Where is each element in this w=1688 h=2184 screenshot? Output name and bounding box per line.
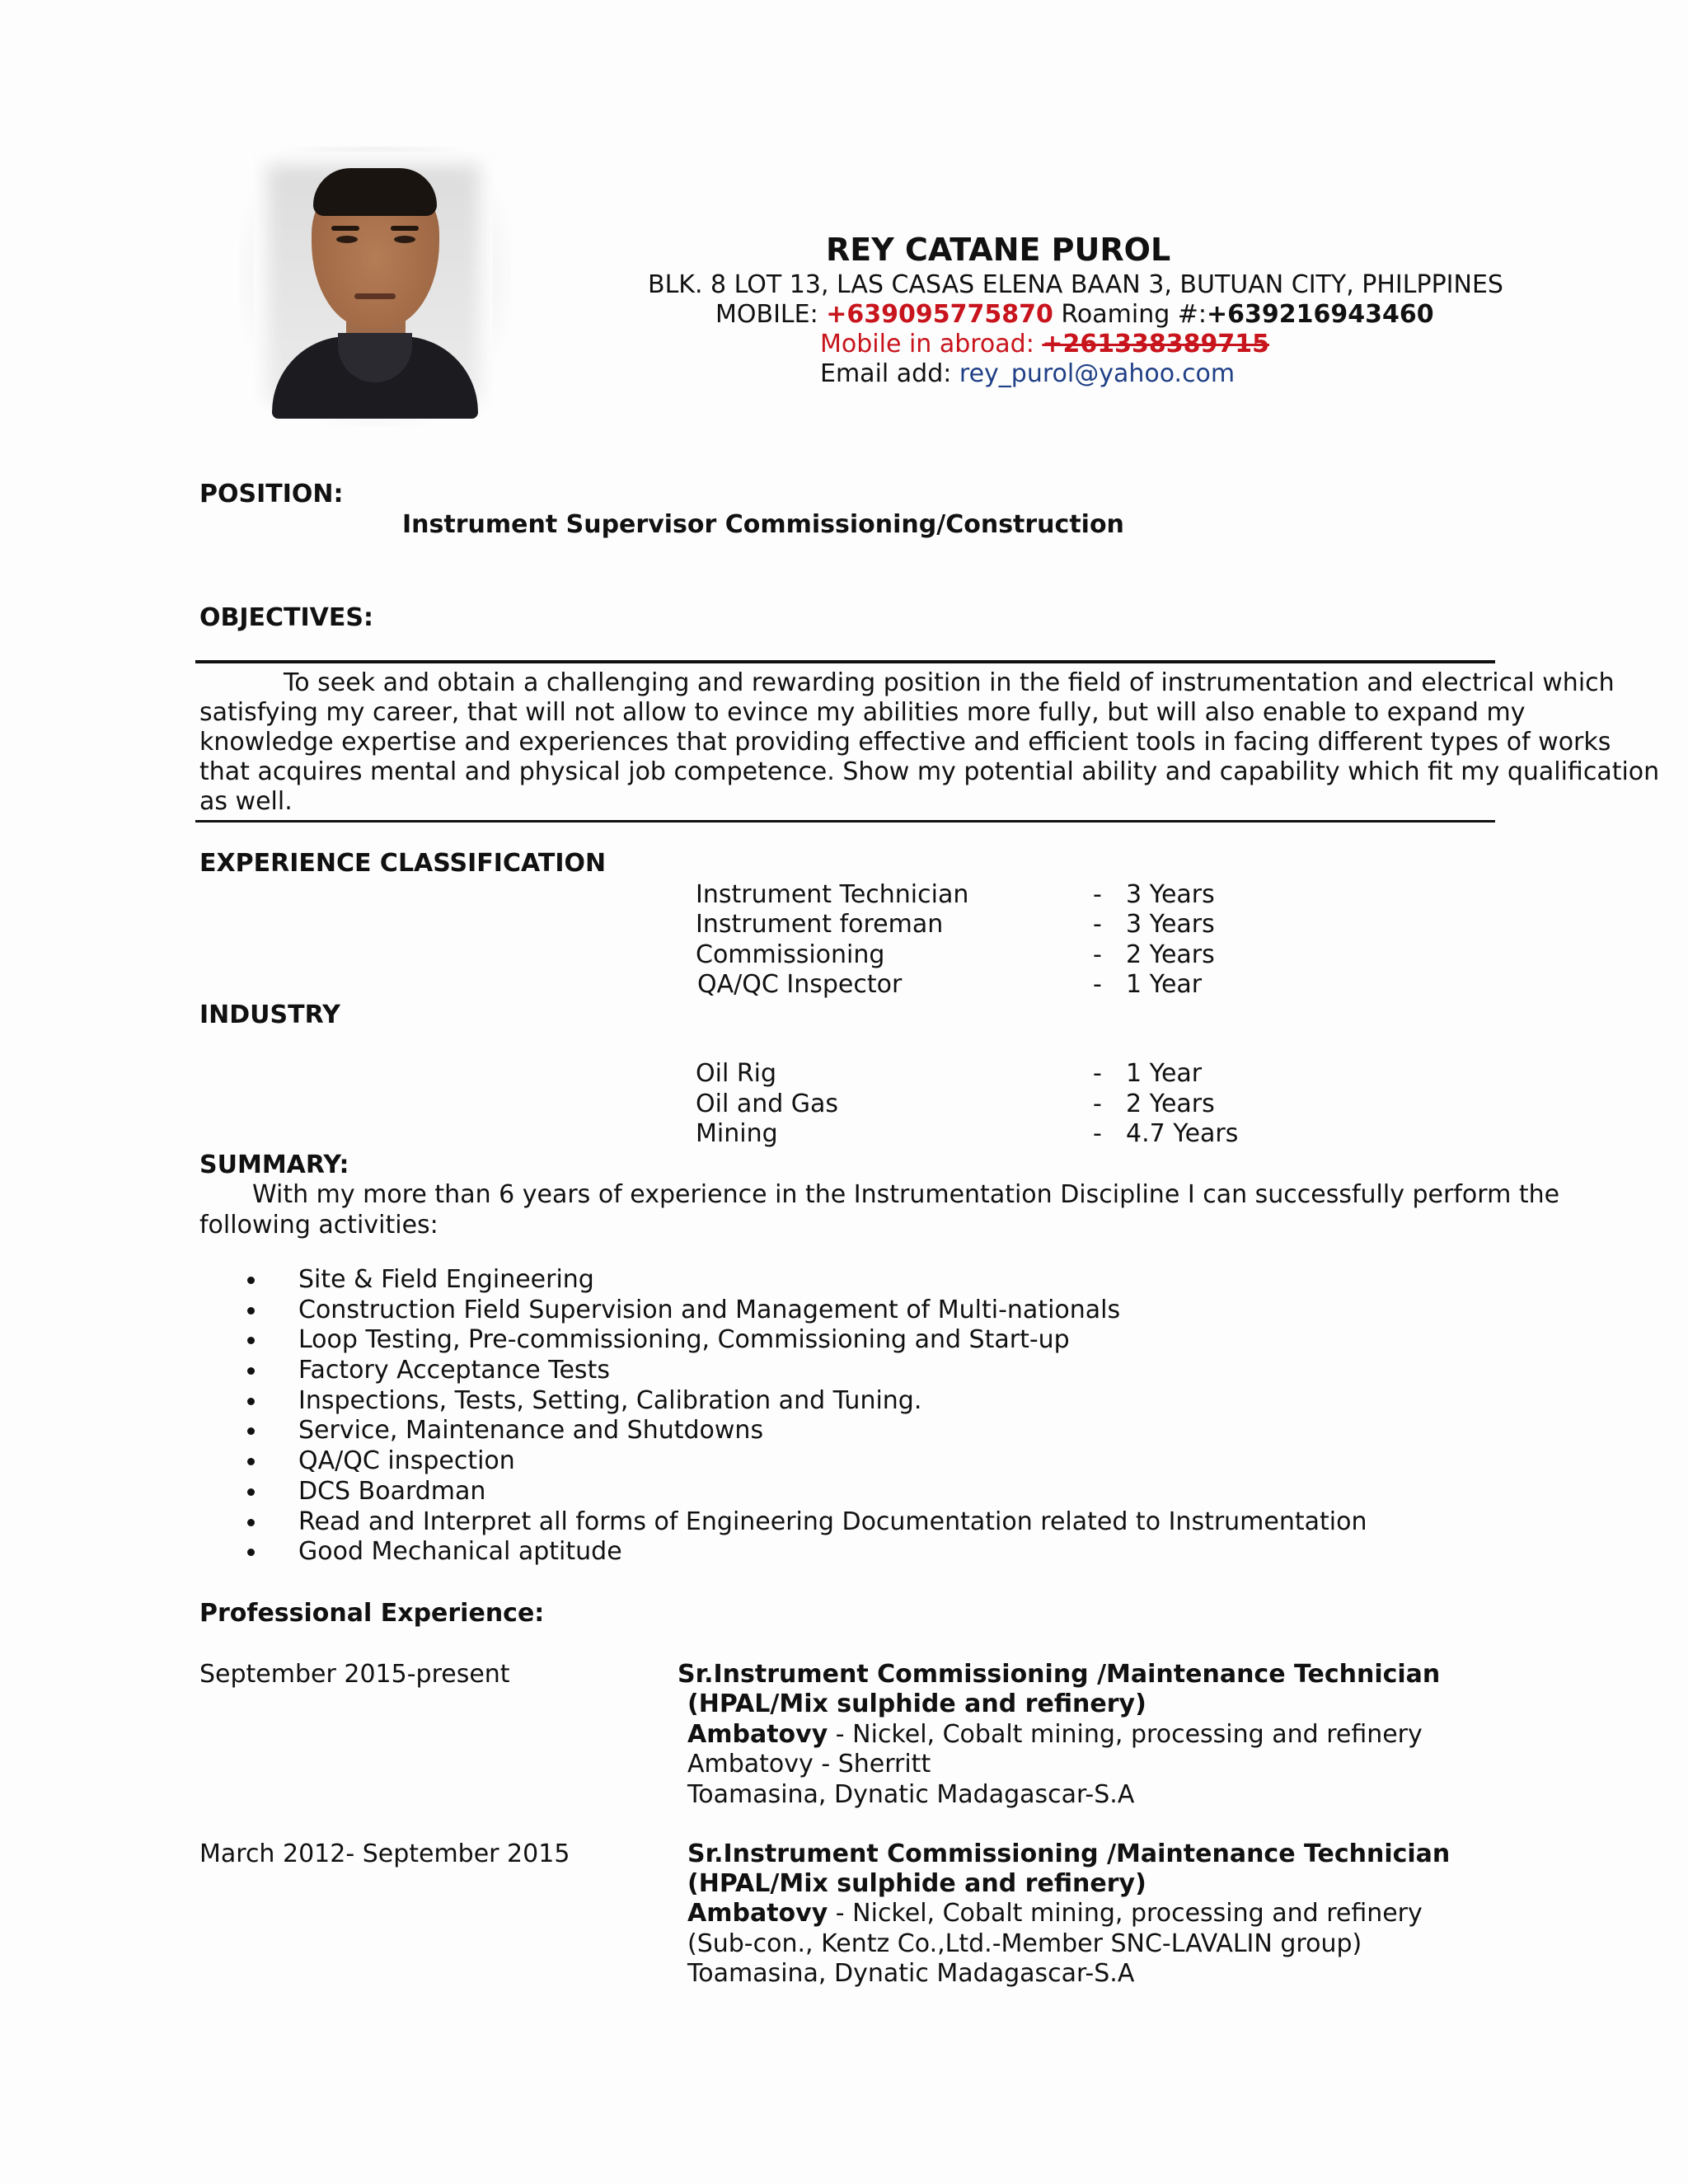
list-item: Good Mechanical aptitude	[247, 1537, 1367, 1568]
list-item: Loop Testing, Pre-commissioning, Commissioning and Start-up	[247, 1325, 1367, 1356]
industry-years: 2 Years	[1126, 1090, 1215, 1118]
experience-dash: -	[1093, 970, 1102, 999]
address: BLK. 8 LOT 13, LAS CASAS ELENA BAAN 3, BUTUAN CITY, PHILPPINES	[648, 270, 1503, 299]
abroad-line	[820, 330, 1269, 359]
roaming-number: +639216943460	[1207, 300, 1434, 329]
summary-line-2: following activities:	[199, 1211, 438, 1240]
objectives-line-1: To seek and obtain a challenging and rewarding position in the field of instrumentation and electrical which	[284, 668, 1615, 697]
job-company: Ambatovy	[687, 1720, 828, 1749]
job-subtitle: (HPAL/Mix sulphide and refinery)	[687, 1869, 1146, 1898]
divider-bottom	[195, 820, 1495, 823]
objectives-line-2: satisfying my career, that will not allow to evince my abilities more fully, but will also enable to expand my	[199, 698, 1526, 727]
list-item: DCS Boardman	[247, 1477, 1367, 1507]
list-item: Inspections, Tests, Setting, Calibration and Tuning.	[247, 1386, 1367, 1417]
industry-name: Oil and Gas	[696, 1090, 839, 1118]
experience-classification-heading: EXPERIENCE CLASSIFICATION	[199, 849, 607, 878]
job-line-3: (Sub-con., Kentz Co.,Ltd.-Member SNC-LAVALIN group)	[687, 1929, 1362, 1958]
summary-line-1: With my more than 6 years of experience in the Instrumentation Discipline I can successfully perform the	[252, 1180, 1560, 1209]
abroad-label: Mobile in abroad:	[820, 330, 1043, 359]
list-item: Site & Field Engineering	[247, 1265, 1367, 1296]
experience-role: Instrument foreman	[696, 910, 944, 939]
job-company-desc: - Nickel, Cobalt mining, processing and refinery	[828, 1899, 1423, 1928]
mobile-label: MOBILE:	[715, 300, 827, 329]
roaming-label: Roaming #:	[1053, 300, 1207, 329]
email-label: Email add:	[820, 359, 959, 388]
industry-heading: INDUSTRY	[199, 1001, 340, 1029]
job-company-desc: - Nickel, Cobalt mining, processing and refinery	[828, 1720, 1423, 1749]
candidate-name: REY CATANE PUROL	[826, 232, 1171, 268]
experience-role: Instrument Technician	[696, 880, 969, 909]
summary-heading: SUMMARY:	[199, 1151, 349, 1179]
position-title: Instrument Supervisor Commissioning/Construction	[402, 510, 1124, 539]
industry-name: Mining	[696, 1119, 778, 1148]
position-heading: POSITION:	[199, 480, 344, 509]
industry-dash: -	[1093, 1059, 1102, 1088]
job-period: March 2012- September 2015	[199, 1840, 570, 1868]
experience-dash: -	[1093, 940, 1102, 969]
job-company: Ambatovy	[687, 1899, 828, 1928]
job-title: Sr.Instrument Commissioning /Maintenance Technician	[678, 1660, 1441, 1689]
profile-photo	[239, 147, 511, 427]
job-period: September 2015-present	[199, 1660, 510, 1689]
job-line-3: Ambatovy - Sherritt	[687, 1750, 931, 1779]
professional-experience-heading: Professional Experience:	[199, 1599, 545, 1628]
experience-years: 3 Years	[1126, 910, 1215, 939]
mobile-number: +639095775870	[826, 300, 1053, 329]
mobile-line	[715, 300, 1434, 330]
experience-dash: -	[1093, 880, 1102, 909]
experience-role: Commissioning	[696, 940, 885, 969]
activities-list	[247, 1265, 1367, 1568]
job-title: Sr.Instrument Commissioning /Maintenance Technician	[687, 1840, 1451, 1868]
experience-years: 3 Years	[1126, 880, 1215, 909]
list-item: QA/QC inspection	[247, 1446, 1367, 1477]
list-item: Factory Acceptance Tests	[247, 1356, 1367, 1386]
industry-name: Oil Rig	[696, 1059, 777, 1088]
experience-years: 2 Years	[1126, 940, 1215, 969]
objectives-line-3: knowledge expertise and experiences that providing effective and efficient tools in facing different types of works	[199, 728, 1611, 757]
industry-years: 4.7 Years	[1126, 1119, 1239, 1148]
email-line	[820, 359, 1235, 389]
list-item: Construction Field Supervision and Management of Multi-nationals	[247, 1296, 1367, 1326]
job-location: Toamasina, Dynatic Madagascar-S.A	[687, 1959, 1135, 1988]
industry-years: 1 Year	[1126, 1059, 1203, 1088]
list-item: Service, Maintenance and Shutdowns	[247, 1416, 1367, 1446]
list-item: Read and Interpret all forms of Engineering Documentation related to Instrumentation	[247, 1507, 1367, 1538]
job-company-line	[687, 1720, 1423, 1750]
objectives-line-4: that acquires mental and physical job competence. Show my potential ability and capability which fit my qualification	[199, 757, 1660, 786]
objectives-line-5: as well.	[199, 787, 293, 816]
experience-role: QA/QC Inspector	[697, 970, 903, 999]
objectives-heading: OBJECTIVES:	[199, 603, 373, 632]
email-link[interactable]: rey_purol@yahoo.com	[959, 359, 1236, 388]
divider-top	[195, 660, 1495, 663]
job-company-line	[687, 1899, 1423, 1929]
abroad-number: +261338389715	[1042, 330, 1269, 359]
experience-dash: -	[1093, 910, 1102, 939]
job-subtitle: (HPAL/Mix sulphide and refinery)	[687, 1690, 1146, 1718]
experience-years: 1 Year	[1126, 970, 1203, 999]
industry-dash: -	[1093, 1119, 1102, 1148]
industry-dash: -	[1093, 1090, 1102, 1118]
job-location: Toamasina, Dynatic Madagascar-S.A	[687, 1780, 1135, 1809]
